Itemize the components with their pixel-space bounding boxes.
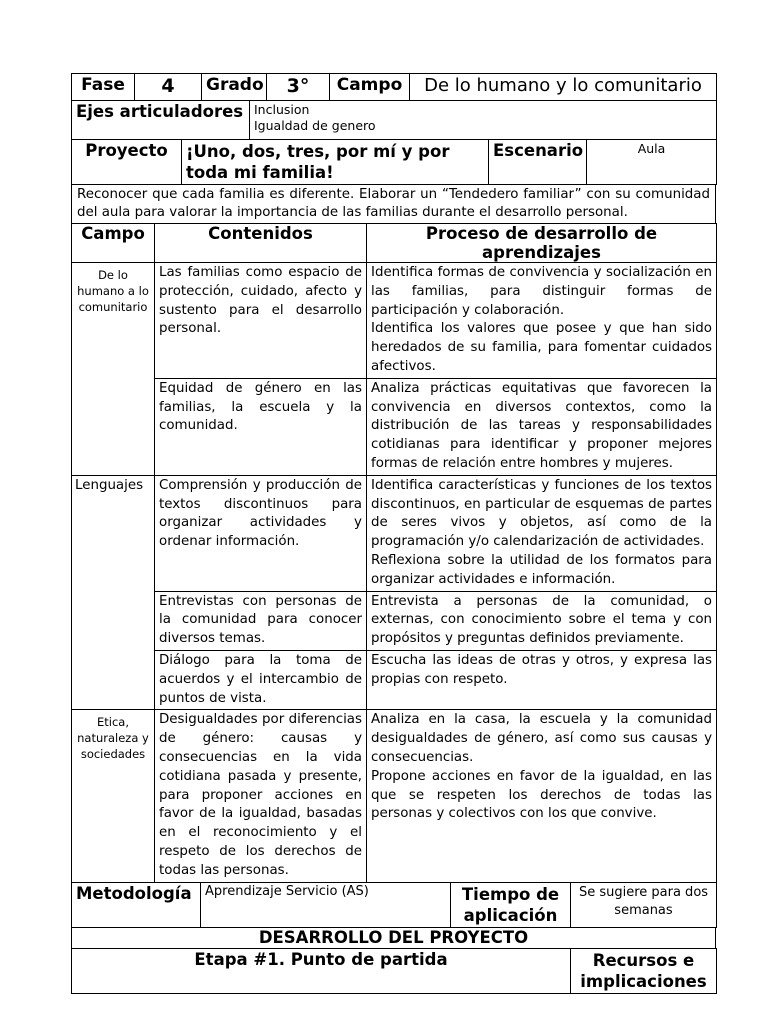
table-row — [72, 650, 717, 709]
contenido-cell: Desigualdades por diferencias de género: causas y consecuencias en la vida cotidiana pasada y presente, para proponer acciones en favor de la igualdad, basadas en el reconocimiento y el respeto de los derechos de todas las personas. — [155, 710, 367, 882]
metodologia-value: Aprendizaje Servicio (AS) — [201, 882, 451, 927]
project-description: Reconocer que cada familia es diferente. Elaborar un “Tendedero familiar” con su comunidad del aula para valorar la importancia de las familias durante el desarrollo personal. — [72, 185, 716, 224]
proceso-cell — [367, 475, 717, 591]
campo-column-header: Campo — [72, 224, 155, 263]
proceso-cell — [367, 378, 717, 475]
campo-label: Campo — [330, 74, 410, 101]
contenido-cell: Equidad de género en las familias, la escuela y la comunidad. — [155, 378, 367, 475]
grado-label: Grado — [202, 74, 267, 101]
grado-value: 3° — [267, 74, 330, 101]
contents-table — [71, 223, 717, 883]
contenido-cell: Las familias como espacio de protección, cuidado, afecto y sustento para el desarrollo personal. — [155, 263, 367, 379]
escenario-label: Escenario — [489, 140, 587, 185]
recursos-label: Recursos e implicaciones — [571, 948, 717, 993]
contenido-cell: Entrevistas con personas de la comunidad para conocer diversos temas. — [155, 591, 367, 650]
ejes-list — [250, 101, 717, 140]
table-row — [72, 263, 717, 379]
planning-sheet — [71, 73, 716, 994]
proceso-item: Identifica formas de convivencia y socialización en las familias, para distinguir formas de participación y colaboración. — [371, 265, 712, 318]
fase-label: Fase — [72, 74, 135, 101]
desarrollo-title: DESARROLLO DEL PROYECTO — [72, 927, 716, 948]
contenido-cell: Diálogo para la toma de acuerdos y el intercambio de puntos de vista. — [155, 650, 367, 709]
escenario-value: Aula — [587, 140, 717, 185]
campo-cell: Lenguajes — [72, 475, 155, 710]
proceso-item: Identifica los valores que posee y que han sido heredados de su familia, para fomentar cuidados afectivos. — [371, 321, 712, 374]
table-row — [72, 591, 717, 650]
proyecto-label: Proyecto — [72, 140, 182, 185]
table-row — [72, 710, 717, 882]
campo-cell: De lo humano a lo comunitario — [72, 263, 155, 476]
metodologia-label: Metodología — [72, 882, 201, 927]
header-table — [71, 73, 717, 101]
proceso-item: Identifica características y funciones de los textos discontinuos, en particular de esquemas de partes de seres vivos y objetos, así como de la programación y/o calendarización de actividades. — [371, 477, 712, 550]
tiempo-label: Tiempo de aplicación — [451, 882, 571, 927]
proceso-item: Reflexiona sobre la utilidad de los formatos para organizar actividades e información. — [371, 552, 712, 587]
proceso-item: Escucha las ideas de otras y otros, y expresa las propias con respeto. — [371, 652, 712, 687]
eje-item: Igualdad de genero — [254, 118, 376, 133]
contenido-cell: Comprensión y producción de textos discontinuos para organizar actividades y ordenar información. — [155, 475, 367, 591]
proceso-item: Analiza en la casa, la escuela y la comunidad desigualdades de género, así como sus causas y consecuencias. — [371, 712, 712, 765]
proceso-cell — [367, 650, 717, 709]
tiempo-value: Se sugiere para dos semanas — [571, 882, 717, 927]
table-row — [72, 475, 717, 591]
contenidos-column-header: Contenidos — [155, 224, 367, 263]
description-table — [71, 184, 716, 224]
desarrollo-table — [71, 927, 716, 949]
proceso-item: Propone acciones en favor de la igualdad, en las que se respeten los derechos de todas las personas y colectivos con los que convive. — [371, 768, 712, 822]
etapa-table — [71, 948, 717, 994]
campo-value: De lo humano y lo comunitario — [410, 74, 717, 101]
proceso-column-header: Proceso de desarrollo de aprendizajes — [367, 224, 717, 263]
proceso-cell — [367, 710, 717, 882]
fase-value: 4 — [135, 74, 202, 101]
table-row — [72, 378, 717, 475]
proceso-cell — [367, 591, 717, 650]
proceso-cell — [367, 263, 717, 379]
proceso-item: Analiza prácticas equitativas que favorecen la convivencia en diversos contextos, como la distribución de las tareas y responsabilidades cotidianas para identificar y proponer mejores formas de relación entre hombres y mujeres. — [371, 380, 712, 471]
campo-cell: Etica, naturaleza y sociedades — [72, 710, 155, 882]
proyecto-value: ¡Uno, dos, tres, por mí y por toda mi familia! — [182, 140, 489, 185]
ejes-table — [71, 100, 717, 140]
eje-item: Inclusion — [254, 102, 310, 117]
metodologia-table — [71, 882, 717, 928]
etapa-title: Etapa #1. Punto de partida — [72, 948, 571, 993]
proceso-item: Entrevista a personas de la comunidad, o externas, con conocimiento sobre el tema y con propósitos y preguntas definidos previamente. — [371, 593, 712, 647]
proyecto-table — [71, 139, 717, 185]
ejes-label: Ejes articuladores — [72, 101, 250, 140]
